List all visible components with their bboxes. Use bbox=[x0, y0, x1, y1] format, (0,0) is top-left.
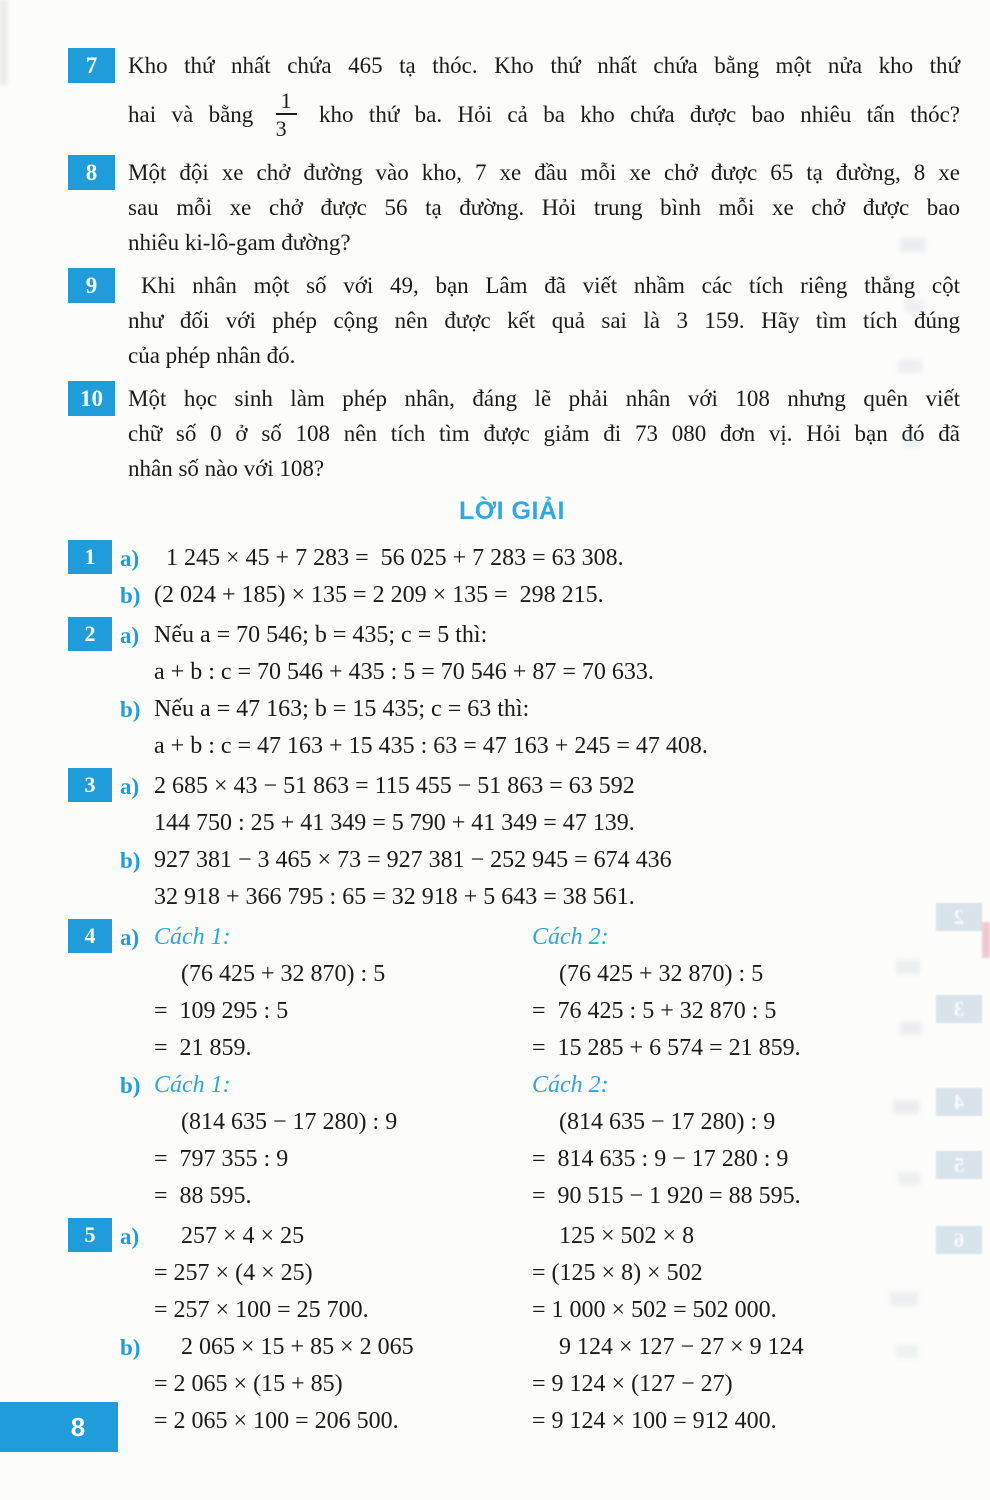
solution-item bbox=[0, 919, 990, 1215]
problem-text bbox=[128, 155, 960, 260]
math-line: = 814 635 : 9 − 17 280 : 9 bbox=[532, 1146, 789, 1172]
solution-rows bbox=[120, 540, 990, 614]
problem-text bbox=[128, 381, 960, 486]
solution-item bbox=[0, 540, 990, 614]
math-line: = 2 065 × (15 + 85) bbox=[154, 1371, 343, 1397]
solution-column bbox=[154, 540, 990, 577]
solution-part-label: a) bbox=[120, 1224, 140, 1249]
solution-number-badge: 4 bbox=[68, 919, 112, 953]
solution-number-badge: 3 bbox=[68, 768, 112, 802]
problem-line: như đối với phép cộng nên được kết quả sai là 3 159. Hãy tìm tích đúng bbox=[128, 308, 960, 333]
solution-rows bbox=[120, 1218, 990, 1440]
problem-item bbox=[0, 48, 990, 147]
solution-column bbox=[532, 1218, 990, 1329]
problem-line: Khi nhân một số với 49, bạn Lâm đã viết nhầm các tích riêng thẳng cột bbox=[141, 273, 960, 298]
ghost-bleedthrough-badge: 6 bbox=[936, 1226, 982, 1254]
math-line: 144 750 : 25 + 41 349 = 5 790 + 41 349 = 47 139. bbox=[154, 810, 635, 836]
ghost-bleedthrough-badge: 2 bbox=[936, 903, 982, 931]
solution-row bbox=[120, 1329, 990, 1440]
solution-row bbox=[120, 617, 990, 691]
fraction-denominator: 3 bbox=[275, 116, 287, 142]
math-line: Nếu a = 70 546; b = 435; c = 5 thì: bbox=[154, 622, 488, 648]
math-line: = (125 × 8) × 502 bbox=[532, 1260, 703, 1286]
ghost-bleedthrough-badge: 4 bbox=[936, 1088, 982, 1116]
solution-rows bbox=[120, 768, 990, 916]
solution-rows bbox=[120, 919, 990, 1215]
solution-part-label: a) bbox=[120, 546, 140, 571]
solution-column bbox=[154, 691, 990, 765]
solution-row bbox=[120, 691, 990, 765]
math-line: 125 × 502 × 8 bbox=[559, 1223, 695, 1249]
solution-row bbox=[120, 577, 990, 614]
solution-item bbox=[0, 1218, 990, 1440]
math-line: = 109 295 : 5 bbox=[154, 998, 289, 1024]
solution-rows bbox=[120, 617, 990, 765]
problem-number-badge: 8 bbox=[68, 155, 115, 190]
math-line: 9 124 × 127 − 27 × 9 124 bbox=[559, 1334, 804, 1360]
math-line: 2 065 × 15 + 85 × 2 065 bbox=[181, 1334, 414, 1360]
math-line: (814 635 − 17 280) : 9 bbox=[559, 1109, 776, 1135]
problem-text bbox=[128, 48, 960, 147]
solution-column bbox=[154, 577, 990, 614]
solution-column bbox=[154, 617, 990, 691]
math-line: = 9 124 × 100 = 912 400. bbox=[532, 1408, 777, 1434]
problem-line: hai và bằng $\frac{1}{3}$ kho thứ ba. Hỏi cả ba kho chứa được bao nhiêu tấn thóc? bbox=[128, 88, 961, 142]
problem-item bbox=[0, 268, 990, 373]
problem-line: Kho thứ nhất chứa 465 tạ thóc. Kho thứ nhất chứa bằng một nửa kho thứ bbox=[128, 53, 960, 78]
math-line: = 76 425 : 5 + 32 870 : 5 bbox=[532, 998, 777, 1024]
math-line: = 9 124 × (127 − 27) bbox=[532, 1371, 733, 1397]
problem-text bbox=[128, 268, 960, 373]
math-line: = 797 355 : 9 bbox=[154, 1146, 289, 1172]
solution-row bbox=[120, 768, 990, 842]
solution-column bbox=[154, 919, 532, 1067]
solution-item bbox=[0, 768, 990, 916]
math-line: = 15 285 + 6 574 = 21 859. bbox=[532, 1035, 801, 1061]
solutions-section bbox=[0, 540, 990, 1440]
math-line: = 257 × (4 × 25) bbox=[154, 1260, 313, 1286]
method-title: Cách 2: bbox=[532, 924, 609, 950]
solution-part-label: b) bbox=[120, 583, 141, 608]
solution-column bbox=[154, 1329, 532, 1440]
solution-column bbox=[154, 1067, 532, 1215]
problem-item bbox=[0, 381, 990, 486]
problem-line: nhân số nào với 108? bbox=[128, 456, 325, 481]
math-line: = 21 859. bbox=[154, 1035, 252, 1061]
math-line: 32 918 + 366 795 : 65 = 32 918 + 5 643 = 38 561. bbox=[154, 884, 635, 910]
math-line: = 257 × 100 = 25 700. bbox=[154, 1297, 369, 1323]
solution-column bbox=[154, 1218, 532, 1329]
solution-part-label: b) bbox=[120, 1335, 141, 1360]
problem-line: sau mỗi xe chở được 56 tạ đường. Hỏi trung bình mỗi xe chở được bao bbox=[128, 195, 960, 220]
problem-line: của phép nhân đó. bbox=[128, 343, 296, 368]
problem-number-badge: 9 bbox=[68, 268, 115, 303]
solution-part-label: b) bbox=[120, 848, 141, 873]
solution-part-label: a) bbox=[120, 623, 140, 648]
problem-line: chữ số 0 ở số 108 nên tích tìm được giảm đi 73 080 đơn vị. Hỏi bạn đó đã bbox=[128, 421, 960, 446]
problem-number-badge: 7 bbox=[68, 48, 115, 83]
math-line: (76 425 + 32 870) : 5 bbox=[181, 961, 386, 987]
math-line: = 2 065 × 100 = 206 500. bbox=[154, 1408, 399, 1434]
page-number-badge bbox=[0, 1402, 118, 1452]
solution-row bbox=[120, 1067, 990, 1215]
method-title: Cách 1: bbox=[154, 1072, 231, 1098]
solution-column bbox=[154, 768, 990, 842]
math-line: Nếu a = 47 163; b = 15 435; c = 63 thì: bbox=[154, 696, 530, 722]
fraction bbox=[276, 88, 297, 141]
math-line: 2 685 × 43 − 51 863 = 115 455 − 51 863 = 63 592 bbox=[154, 773, 635, 799]
solutions-heading: LỜI GIẢI bbox=[459, 497, 565, 525]
solution-row bbox=[120, 1218, 990, 1329]
math-line: = 88 595. bbox=[154, 1183, 252, 1209]
math-line: a + b : c = 70 546 + 435 : 5 = 70 546 + 87 = 70 633. bbox=[154, 659, 654, 685]
solution-column bbox=[532, 919, 990, 1067]
solution-part-label: b) bbox=[120, 697, 141, 722]
math-line: 1 245 × 45 + 7 283 = 56 025 + 7 283 = 63 308. bbox=[154, 545, 624, 571]
ghost-bleedthrough-badge: 3 bbox=[936, 995, 982, 1023]
math-line: a + b : c = 47 163 + 15 435 : 63 = 47 163 + 245 = 47 408. bbox=[154, 733, 708, 759]
method-title: Cách 1: bbox=[154, 924, 231, 950]
solution-part-label: a) bbox=[120, 774, 140, 799]
solution-number-badge: 2 bbox=[68, 617, 112, 651]
solution-number-badge: 5 bbox=[68, 1218, 112, 1252]
solution-column bbox=[154, 842, 990, 916]
ghost-bleedthrough-badge: 5 bbox=[936, 1151, 982, 1179]
page-number: 8 bbox=[70, 1411, 86, 1442]
problem-line: Một học sinh làm phép nhân, đáng lẽ phải nhân với 108 nhưng quên viết bbox=[128, 386, 960, 411]
math-line: (2 024 + 185) × 135 = 2 209 × 135 = 298 215. bbox=[154, 582, 604, 608]
math-line: (814 635 − 17 280) : 9 bbox=[181, 1109, 398, 1135]
solution-column bbox=[532, 1067, 990, 1215]
solution-part-label: b) bbox=[120, 1073, 141, 1098]
math-line: 927 381 − 3 465 × 73 = 927 381 − 252 945 = 674 436 bbox=[154, 847, 672, 873]
solution-column bbox=[532, 1329, 990, 1440]
solution-row bbox=[120, 842, 990, 916]
math-line: = 90 515 − 1 920 = 88 595. bbox=[532, 1183, 801, 1209]
math-line: = 1 000 × 502 = 502 000. bbox=[532, 1297, 777, 1323]
page-content bbox=[0, 48, 990, 1443]
problem-number-badge: 10 bbox=[68, 381, 115, 416]
solution-item bbox=[0, 617, 990, 765]
solution-part-label: a) bbox=[120, 925, 140, 950]
math-line: (76 425 + 32 870) : 5 bbox=[559, 961, 764, 987]
problems-section bbox=[0, 48, 990, 486]
solution-row bbox=[120, 919, 990, 1067]
math-line: 257 × 4 × 25 bbox=[181, 1223, 305, 1249]
solution-row bbox=[120, 540, 990, 577]
fraction-numerator: 1 bbox=[276, 88, 297, 115]
problem-line: nhiêu ki-lô-gam đường? bbox=[128, 230, 351, 255]
problem-item bbox=[0, 155, 990, 260]
method-title: Cách 2: bbox=[532, 1072, 609, 1098]
solution-number-badge: 1 bbox=[68, 540, 112, 574]
problem-line: Một đội xe chở đường vào kho, 7 xe đầu mỗi xe chở được 65 tạ đường, 8 xe bbox=[128, 160, 960, 185]
